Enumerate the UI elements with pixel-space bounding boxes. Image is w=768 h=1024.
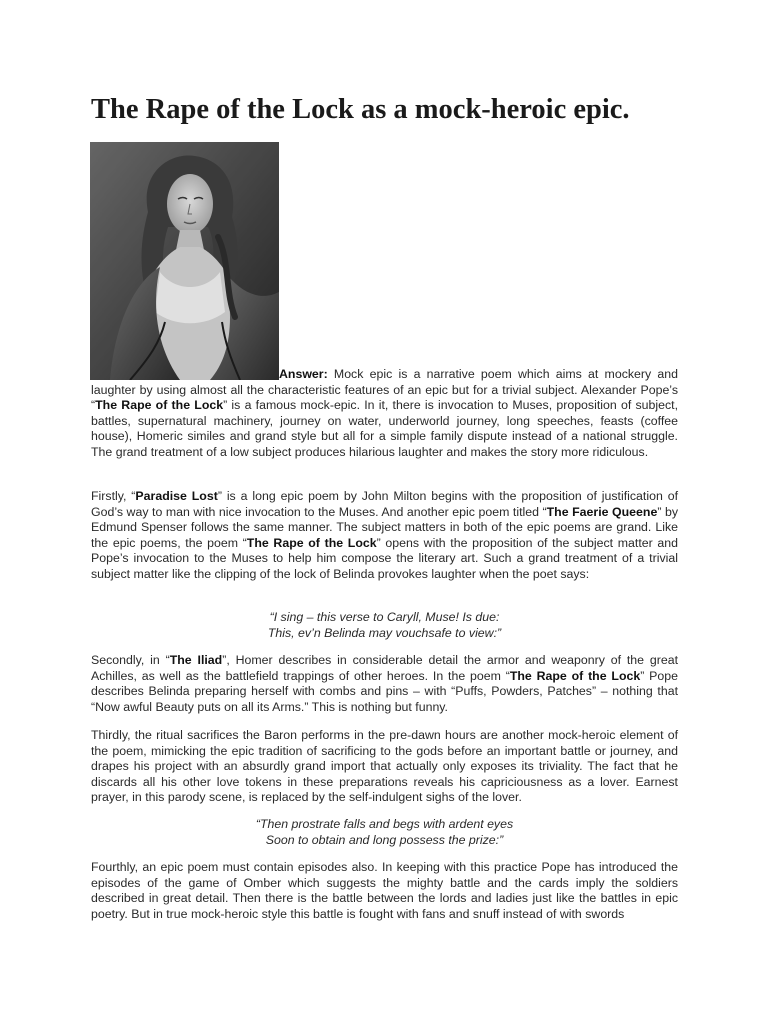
- paragraph-5: [91, 860, 678, 922]
- paragraph-3-text-c: ” Pope describes Belinda preparing herself with combs and pins – with “Puffs, Powders, Patches” – nothing that “Now awful Beauty puts on all its Arms.” This is nothing but funny.: [91, 668, 678, 714]
- quote-2-line-2: Soon to obtain and long possess the prize:”: [265, 832, 504, 847]
- paragraph-3-text-b: ”, Homer describes in considerable detail the armor and weaponry of the great Achilles, as well as the battlefield trappings of other heroes. In the poem “: [91, 653, 679, 683]
- paragraph-3-text-a: Secondly, in “: [91, 653, 170, 667]
- paragraph-2-text-d: ” opens with the proposition of the subject matter and Pope’s invocation to the Muses to help him compose the literary art. Such a grand treatment of a trivial subject matter like the clipping of the lock of Belinda provokes laughter when the poet says:: [91, 535, 679, 581]
- paragraph-2-bold-rape-of-lock: The Rape of the Lock: [246, 535, 377, 550]
- paragraph-3-bold-iliad: The Iliad: [169, 653, 223, 667]
- paragraph-1-text-b: ” is a famous mock-epic. In it, there is invocation to Muses, proposition of subject, battles, supernatural machinery, journey on water, underworld journey, long speeches, feasts (coffee house), Homeric similes and grand style but all for a simple family dispute instead of a national struggle. The grand treatment of a low subject produces hilarious laughter and makes the story more ridiculous.: [91, 398, 679, 459]
- quote-2: [91, 817, 678, 848]
- paragraph-2-bold-faerie-queene: The Faerie Queene: [546, 504, 658, 519]
- paragraph-2-text-c: ” by Edmund Spenser follows the same manner. The subject matters in both of the epic poems are grand. Like the epic poems, the poem “: [91, 504, 678, 550]
- paragraph-2-text-a: Firstly, “: [91, 489, 136, 503]
- paragraph-2: [91, 489, 678, 583]
- quote-2-line-1: “Then prostrate falls and begs with ardent eyes: [255, 817, 514, 831]
- paragraph-2-bold-paradise-lost: Paradise Lost: [135, 489, 218, 503]
- quote-1-line-1: “I sing – this verse to Caryll, Muse! Is due:: [269, 610, 500, 624]
- paragraph-2-text-b: ” is a long epic poem by John Milton begins with the proposition of justification of God’s way to man with nice invocation to the Muses. And another epic poem titled “: [91, 489, 679, 519]
- paragraph-4-text: Thirdly, the ritual sacrifices the Baron performs in the pre-dawn hours are another mock-heroic element of the poem, mimicking the epic tradition of sacrificing to the gods before an important battle or journey, and drapes his project with an absurdly grand import that actually only exposes its triviality. The fact that he discards all his other love tokens in these preparations reveals his capriciousness as a lover. Earnest prayer, in this parody scene, is replaced by the self-indulgent sighs of the lover.: [91, 728, 678, 805]
- paragraph-3: [91, 653, 678, 715]
- paragraph-3-bold-rape-of-lock: The Rape of the Lock: [509, 668, 641, 683]
- paragraph-5-text: Fourthly, an epic poem must contain episodes also. In keeping with this practice Pope has introduced the episodes of the game of Omber which suggests the mighty battle and the cards imply the soldiers described in great detail. Then there is the battle between the lords and ladies just like the battles in epic poetry. But in true mock-heroic style this battle is fought with fans and snuff instead of with swords: [91, 860, 678, 921]
- document-title: The Rape of the Lock as a mock-heroic epic.: [91, 94, 630, 125]
- paragraph-1-text-a: Mock epic is a narrative poem which aims at mockery and laughter by using almost all the characteristic features of an epic but for a trivial subject. Alexander Pope’s “: [91, 367, 678, 413]
- portrait-engraving-icon: [90, 142, 279, 380]
- quote-1-line-2: This, ev’n Belinda may vouchsafe to view:”: [267, 625, 502, 640]
- quote-1: [91, 610, 678, 641]
- portrait-image: [90, 142, 279, 380]
- paragraph-1-bold-title: The Rape of the Lock: [95, 398, 224, 413]
- paragraph-1: [91, 367, 678, 461]
- paragraph-4: [91, 728, 678, 806]
- answer-label: Answer:: [279, 367, 328, 381]
